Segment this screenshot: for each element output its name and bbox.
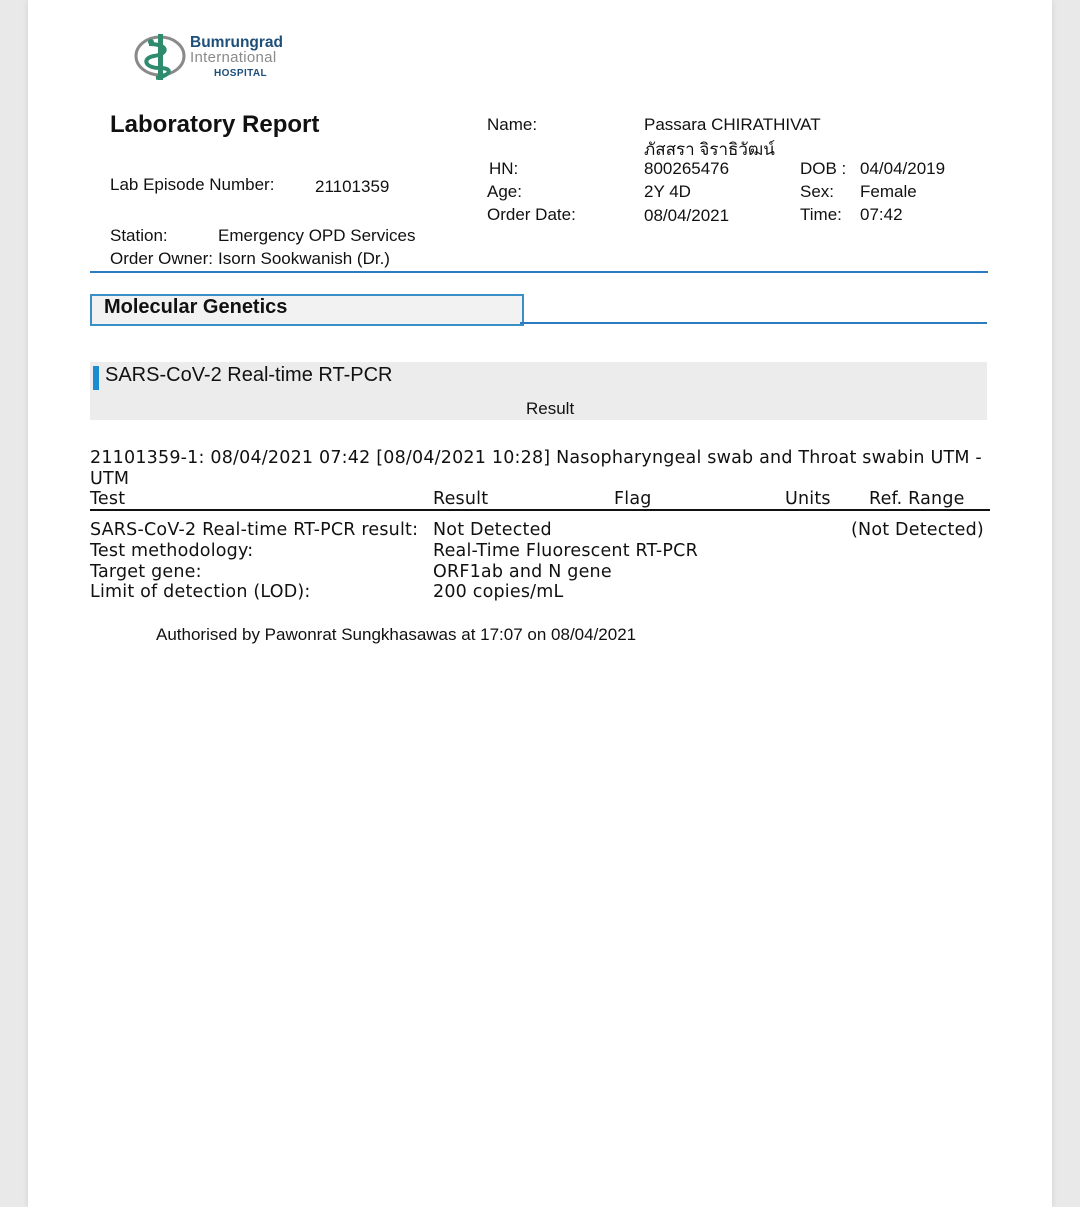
logo-text-bumrungrad: Bumrungrad (190, 34, 283, 51)
lab-episode-value: 21101359 (315, 177, 390, 196)
table-row-result: 200 copies/mL (433, 582, 564, 602)
section-divider (520, 322, 987, 324)
caduceus-logo-icon (134, 32, 194, 84)
section-title: Molecular Genetics (104, 296, 288, 318)
report-title: Laboratory Report (110, 111, 320, 138)
age-value: 2Y 4D (644, 182, 691, 201)
test-name: SARS-CoV-2 Real-time RT-PCR (105, 364, 393, 386)
order-date-value: 08/04/2021 (644, 206, 730, 225)
header-divider (90, 271, 988, 273)
col-header-result: Result (433, 489, 489, 509)
lab-episode-label: Lab Episode Number: (110, 175, 275, 194)
logo-text-international: International (190, 49, 277, 66)
col-header-units: Units (785, 489, 831, 509)
table-row-ref-range: (Not Detected) (851, 520, 984, 540)
test-marker (93, 366, 99, 390)
table-row-test: SARS-CoV-2 Real-time RT-PCR result: (90, 520, 419, 540)
col-header-flag: Flag (614, 489, 652, 509)
specimen-line-2: UTM (90, 469, 130, 489)
order-owner-value: Isorn Sookwanish (Dr.) (218, 249, 390, 268)
table-row-result: ORF1ab and N gene (433, 562, 612, 582)
hn-label: HN: (489, 159, 519, 178)
order-owner-label: Order Owner: (110, 249, 213, 268)
result-header: Result (526, 399, 575, 418)
table-row-test: Test methodology: (90, 541, 254, 561)
order-date-label: Order Date: (487, 205, 576, 224)
station-value: Emergency OPD Services (218, 226, 416, 245)
dob-value: 04/04/2019 (860, 159, 946, 178)
col-header-ref-range: Ref. Range (869, 489, 965, 509)
station-label: Station: (110, 226, 168, 245)
table-row-result: Real-Time Fluorescent RT-PCR (433, 541, 698, 561)
table-header-rule (90, 509, 990, 511)
sex-label: Sex: (800, 182, 835, 201)
patient-name-th: ภัสสรา จิราธิวัฒน์ (644, 140, 775, 159)
col-header-test: Test (90, 489, 126, 509)
name-label: Name: (487, 115, 538, 134)
authorised-line: Authorised by Pawonrat Sungkhasawas at 17:07 on 08/04/2021 (156, 625, 637, 644)
hn-value: 800265476 (644, 159, 730, 178)
specimen-line-1: 21101359-1: 08/04/2021 07:42 [08/04/2021 10:28] Nasopharyngeal swab and Throat swabin UTM - (90, 448, 982, 468)
time-value: 07:42 (860, 205, 903, 224)
age-label: Age: (487, 182, 522, 201)
table-row-test: Target gene: (90, 562, 202, 582)
patient-name-en: Passara CHIRATHIVAT (644, 115, 821, 134)
logo-text-hospital: HOSPITAL (214, 68, 268, 79)
sex-value: Female (860, 182, 917, 201)
table-row-result: Not Detected (433, 520, 552, 540)
dob-label: DOB : (800, 159, 847, 178)
time-label: Time: (800, 205, 842, 224)
table-row-test: Limit of detection (LOD): (90, 582, 311, 602)
